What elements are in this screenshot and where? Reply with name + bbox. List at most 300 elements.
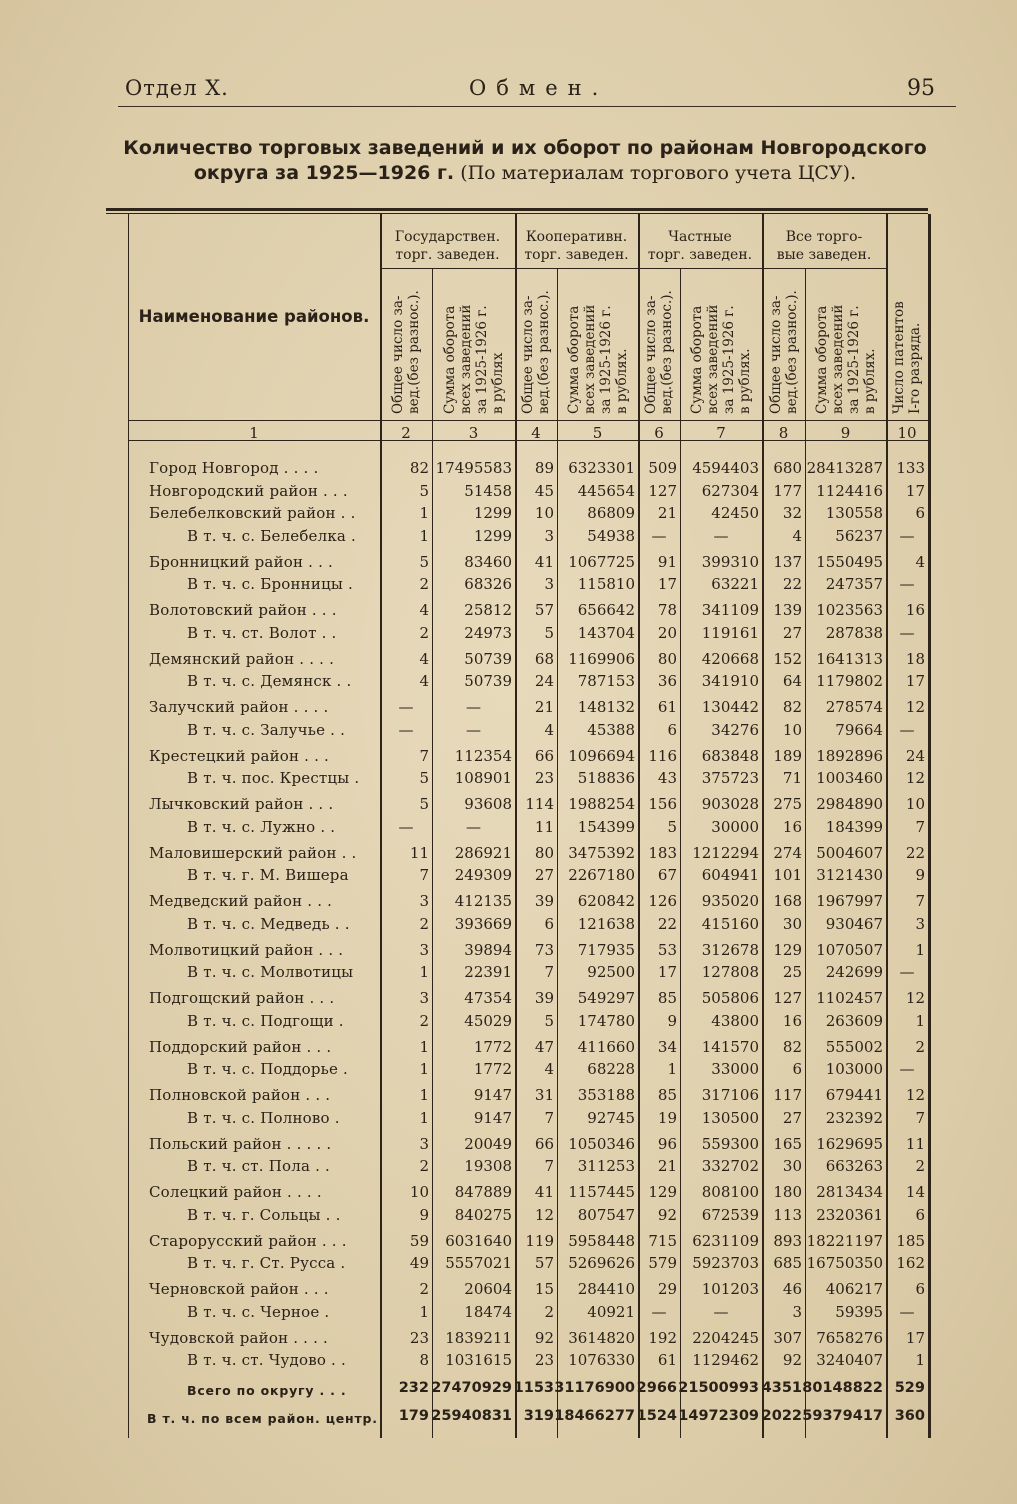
table-cell: 47 xyxy=(534,1037,554,1056)
table-cell: 3121430 xyxy=(816,866,883,884)
title-line-1: Количество торговых заведений и их оборот по районам Новгородского xyxy=(123,137,927,159)
table-cell: 8 xyxy=(419,1351,429,1369)
table-cell: 311253 xyxy=(577,1157,635,1175)
table-cell: 1641313 xyxy=(816,649,883,668)
table-cell: 183 xyxy=(648,843,677,862)
subheader-line: вед.(без разнос.). xyxy=(536,290,552,414)
table-cell: 415160 xyxy=(701,914,759,933)
table-cell: 4 xyxy=(419,601,429,619)
table-cell: 108901 xyxy=(454,769,512,787)
table-cell: 16 xyxy=(905,601,925,619)
table-cell: 930467 xyxy=(825,914,883,933)
table-cell: 5269626 xyxy=(568,1254,635,1272)
table-cell: 509 xyxy=(648,459,677,477)
table-cell: 393669 xyxy=(454,914,512,933)
table-row-name: Медведский район . . . xyxy=(149,892,333,910)
group-underline xyxy=(380,268,515,269)
table-cell: 1 xyxy=(667,1060,677,1078)
table-cell: 2 xyxy=(544,1302,554,1321)
table-cell: 127 xyxy=(648,481,677,500)
column-number: 5 xyxy=(592,424,603,442)
table-cell: 57 xyxy=(534,601,554,619)
table-cell: 683848 xyxy=(701,746,759,765)
table-cell: 59395 xyxy=(835,1302,883,1321)
totals-cell: 2966 xyxy=(636,1380,677,1396)
table-cell: 679441 xyxy=(825,1086,883,1104)
table-cell: 29 xyxy=(657,1280,677,1298)
table-cell: 555002 xyxy=(825,1037,883,1056)
table-cell: 39 xyxy=(534,989,554,1007)
table-cell: 3 xyxy=(544,575,554,593)
table-cell: 3614820 xyxy=(568,1328,635,1347)
table-cell: 274 xyxy=(773,843,802,862)
column-number: 8 xyxy=(778,424,789,442)
table-cell: 28413287 xyxy=(806,459,883,477)
table-cell: 119 xyxy=(525,1231,554,1250)
table-cell: 156 xyxy=(648,795,677,813)
table-top-rule-inner xyxy=(106,213,928,214)
table-cell: 68326 xyxy=(464,575,512,593)
table-cell: 6323301 xyxy=(568,459,635,477)
table-cell: 27 xyxy=(534,866,554,884)
table-cell: 715 xyxy=(648,1231,677,1250)
table-cell: 9 xyxy=(419,1205,429,1224)
column-number: 9 xyxy=(840,424,851,442)
table-cell: 549297 xyxy=(577,989,635,1007)
table-cell: 162 xyxy=(896,1254,925,1272)
column-number: 4 xyxy=(531,424,541,442)
table-cell: 51458 xyxy=(464,481,512,500)
table-row-name: Поддорский район . . . xyxy=(149,1037,332,1056)
table-cell: 5923703 xyxy=(692,1254,759,1272)
table-cell: 840275 xyxy=(454,1205,512,1224)
table-cell: 287838 xyxy=(825,623,883,642)
table-cell: 286921 xyxy=(454,843,512,862)
column-number: 7 xyxy=(716,424,726,442)
table-cell: 21 xyxy=(657,1157,677,1175)
table-cell: 893 xyxy=(773,1231,802,1250)
table-cell: 154399 xyxy=(577,817,635,836)
table-cell: 79664 xyxy=(835,720,883,739)
table-cell: 42450 xyxy=(711,504,759,522)
subheader-line: I-го разряда. xyxy=(907,322,923,414)
name-column-header: Наименование районов. xyxy=(138,307,370,326)
table-cell: 85 xyxy=(657,989,677,1007)
table-row-name: В т. ч. с. Подгощи . xyxy=(187,1011,344,1030)
table-cell: 36 xyxy=(657,672,677,690)
subheader-line: вед.(без разнос.). xyxy=(783,290,800,414)
table-row-name: Новгородский район . . . xyxy=(149,481,348,500)
table-cell: 34276 xyxy=(711,720,759,739)
table-cell: 45388 xyxy=(587,720,635,739)
table-cell: 1 xyxy=(419,526,429,545)
table-cell: 1179802 xyxy=(816,672,883,690)
table-cell: 130500 xyxy=(701,1108,759,1127)
table-cell: 12 xyxy=(905,698,925,716)
table-cell: 22 xyxy=(905,843,925,862)
table-cell: 11 xyxy=(905,1134,925,1153)
column-number: 1 xyxy=(249,424,259,442)
totals-cell: 31176900 xyxy=(554,1380,635,1396)
table-cell: 12 xyxy=(905,1086,925,1104)
table-cell: 6 xyxy=(915,1205,925,1224)
table-left-border xyxy=(128,214,129,1438)
table-cell: 152 xyxy=(773,649,802,668)
table-cell: 25 xyxy=(782,963,802,981)
table-row-name: Бронницкий район . . . xyxy=(149,552,334,571)
totals-row-name: В т. ч. по всем район. центр. xyxy=(147,1411,378,1426)
table-cell: 1031615 xyxy=(445,1351,512,1369)
table-cell: 3 xyxy=(544,526,554,545)
group-header-line1: Частные xyxy=(668,229,732,245)
table-row-name: Подгощский район . . . xyxy=(149,989,335,1007)
totals-cell: 80148822 xyxy=(802,1380,883,1396)
table-cell: — xyxy=(899,575,915,593)
table-cell: 17 xyxy=(657,963,677,981)
table-cell: 717935 xyxy=(577,940,635,959)
table-row-name: Польский район . . . . . xyxy=(149,1134,332,1153)
table-cell: 903028 xyxy=(701,795,759,813)
table-row-name: Залучский район . . . . xyxy=(149,698,329,716)
page-number: 95 xyxy=(907,76,935,101)
table-cell: 22391 xyxy=(464,963,512,981)
table-cell: 284410 xyxy=(577,1280,635,1298)
table-cell: 2 xyxy=(419,575,429,593)
table-cell: 5004607 xyxy=(816,843,883,862)
subheader-line: всех заведений xyxy=(829,304,846,414)
table-cell: 127 xyxy=(773,989,802,1007)
table-cell: 7 xyxy=(915,1108,925,1127)
group-underline xyxy=(762,268,886,269)
table-cell: 103000 xyxy=(825,1060,883,1078)
table-cell: 1124416 xyxy=(816,481,883,500)
table-cell: 41 xyxy=(534,1183,554,1201)
table-cell: 34 xyxy=(657,1037,677,1056)
table-cell: 1212294 xyxy=(692,843,759,862)
group-header-line2: торг. заведен. xyxy=(395,247,500,263)
table-cell: 5 xyxy=(419,481,429,500)
table-cell: 4 xyxy=(544,720,554,739)
subheader-line: в рублях xyxy=(489,352,506,414)
table-cell: 6 xyxy=(544,914,554,933)
table-row-name: Молвотицкий район . . . xyxy=(149,940,344,959)
table-cell: 177 xyxy=(773,481,802,500)
column-number: 3 xyxy=(468,424,479,442)
table-cell: 16 xyxy=(782,817,802,836)
table-cell: 6231109 xyxy=(692,1231,759,1250)
table-cell: 1 xyxy=(915,1351,925,1369)
table-row-name: В т. ч. с. Поддорье . xyxy=(187,1060,349,1078)
table-cell: 83460 xyxy=(464,552,512,571)
totals-cell: 59379417 xyxy=(802,1408,883,1424)
table-cell: 148132 xyxy=(577,698,635,716)
table-cell: 46 xyxy=(782,1280,802,1298)
table-cell: 130442 xyxy=(701,698,759,716)
table-cell: 275 xyxy=(773,795,802,813)
table-cell: 680 xyxy=(773,459,802,477)
section-label: Отдел X. xyxy=(125,76,229,100)
table-cell: 3475392 xyxy=(568,843,635,862)
table-cell: 1967997 xyxy=(816,892,883,910)
table-cell: — xyxy=(398,817,414,836)
table-cell: 412135 xyxy=(454,892,512,910)
table-cell: 27 xyxy=(782,623,802,642)
table-cell: 66 xyxy=(534,1134,554,1153)
table-cell: 92 xyxy=(534,1328,554,1347)
table-cell: 24973 xyxy=(464,623,512,642)
subheader-line: в рублях. xyxy=(737,348,753,414)
totals-row-name: Всего по округу . . . xyxy=(187,1383,347,1398)
table-cell: 1 xyxy=(419,1302,429,1321)
table-cell: 232392 xyxy=(825,1108,883,1127)
table-cell: 17 xyxy=(905,1328,925,1347)
table-cell: 2 xyxy=(419,623,429,642)
table-cell: 1050346 xyxy=(568,1134,635,1153)
table-cell: 7 xyxy=(419,746,429,765)
table-row-name: Волотовский район . . . xyxy=(149,601,337,619)
table-cell: 1839211 xyxy=(445,1328,512,1347)
table-cell: 5 xyxy=(419,552,429,571)
table-cell: 2320361 xyxy=(816,1205,883,1224)
table-cell: 312678 xyxy=(701,940,759,959)
table-cell: — xyxy=(466,698,481,716)
table-cell: 20 xyxy=(657,623,677,642)
table-cell: 116 xyxy=(648,746,677,765)
group-header-line2: вые заведен. xyxy=(776,247,872,263)
table-cell: 20604 xyxy=(464,1280,512,1298)
table-cell: — xyxy=(713,526,729,545)
table-cell: 518836 xyxy=(577,769,635,787)
table-cell: 82 xyxy=(782,698,802,716)
table-cell: 5557021 xyxy=(445,1254,512,1272)
table-cell: 6 xyxy=(915,504,925,522)
table-row-name: Город Новгород . . . . xyxy=(149,459,319,477)
table-cell: 180 xyxy=(773,1183,802,1201)
column-number: 2 xyxy=(401,424,411,442)
totals-cell: 14972309 xyxy=(678,1408,759,1424)
totals-cell: 2022 xyxy=(761,1408,802,1424)
topic-label: Обмен. xyxy=(469,76,609,100)
table-cell: 685 xyxy=(773,1254,802,1272)
table-row-name: Черновской район . . . xyxy=(149,1280,329,1298)
table-row-name: В т. ч. ст. Волот . . xyxy=(187,623,337,642)
table-cell: 1 xyxy=(419,504,429,522)
table-cell: 627304 xyxy=(701,481,759,500)
table-cell: 114 xyxy=(525,795,554,813)
table-cell: 1023563 xyxy=(816,601,883,619)
subheader-line: вед.(без разнос.). xyxy=(659,290,675,414)
table-cell: 317106 xyxy=(701,1086,759,1104)
table-cell: 20049 xyxy=(464,1134,512,1153)
table-cell: 192 xyxy=(648,1328,677,1347)
table-cell: 847889 xyxy=(454,1183,512,1201)
table-cell: 375723 xyxy=(701,769,759,787)
table-cell: 43 xyxy=(657,769,677,787)
table-cell: 50739 xyxy=(464,649,512,668)
table-cell: 2 xyxy=(419,1157,429,1175)
table-row-name: В т. ч. с. Черное . xyxy=(187,1302,330,1321)
table-row-name: Полновской район . . . xyxy=(149,1086,331,1104)
table-cell: 332702 xyxy=(701,1157,759,1175)
subheader-line: Общее число за- xyxy=(643,295,659,414)
table-cell: 6 xyxy=(915,1280,925,1298)
table-cell: 2813434 xyxy=(816,1183,883,1201)
table-cell: 1003460 xyxy=(816,769,883,787)
table-cell: 1067725 xyxy=(568,552,635,571)
totals-cell: 319 xyxy=(523,1408,554,1424)
table-cell: 663263 xyxy=(825,1157,883,1175)
table-cell: 10 xyxy=(534,504,554,522)
table-cell: 56237 xyxy=(835,526,883,545)
subheader-line: Сумма оборота xyxy=(813,305,830,414)
table-cell: 1 xyxy=(419,1086,429,1104)
table-cell: 25812 xyxy=(464,601,512,619)
subheader-line: вед.(без разнос.). xyxy=(406,290,422,414)
subheader-line: в рублях. xyxy=(861,348,878,414)
table-cell: 113 xyxy=(773,1205,802,1224)
table-cell: 23 xyxy=(534,769,554,787)
table-cell: 9 xyxy=(667,1011,677,1030)
table-cell: 82 xyxy=(782,1037,802,1056)
table-cell: 2 xyxy=(915,1037,925,1056)
table-row-name: Демянский район . . . . xyxy=(149,649,335,668)
group-header-line2: торг. заведен. xyxy=(524,247,629,263)
totals-cell: 4351 xyxy=(761,1380,802,1396)
table-cell: 656642 xyxy=(577,601,635,619)
table-cell: 115810 xyxy=(577,575,635,593)
table-cell: 22 xyxy=(782,575,802,593)
table-cell: — xyxy=(713,1302,729,1321)
table-cell: 12 xyxy=(905,769,925,787)
table-cell: 399310 xyxy=(701,552,759,571)
table-right-border xyxy=(928,214,931,1438)
table-cell: 1629695 xyxy=(816,1134,883,1153)
table-cell: — xyxy=(899,526,915,545)
table-cell: 57 xyxy=(534,1254,554,1272)
table-cell: 59 xyxy=(409,1231,429,1250)
table-cell: 3 xyxy=(419,940,429,959)
table-cell: 31 xyxy=(534,1086,554,1104)
table-cell: 61 xyxy=(657,698,677,716)
table-cell: 1129462 xyxy=(692,1351,759,1369)
table-row-name: Лычковский район . . . xyxy=(149,795,334,813)
table-cell: 5 xyxy=(544,623,554,642)
table-cell: 86809 xyxy=(587,504,635,522)
table-cell: 53 xyxy=(657,940,677,959)
table-cell: 2267180 xyxy=(568,866,635,884)
table-cell: 21 xyxy=(657,504,677,522)
table-row-name: В т. ч. с. Бронницы . xyxy=(187,575,353,593)
table-row-name: В т. ч. г. М. Вишера xyxy=(187,866,349,884)
table-row-name: В т. ч. с. Белебелка . xyxy=(187,526,357,545)
table-cell: 672539 xyxy=(701,1205,759,1224)
table-cell: 185 xyxy=(896,1231,925,1250)
subheader-line: всех заведений xyxy=(457,304,474,414)
subheader-line: в рублях. xyxy=(613,348,630,414)
table-row-name: Белебелковский район . . xyxy=(149,504,356,522)
table-cell: 41 xyxy=(534,552,554,571)
totals-cell: 179 xyxy=(398,1408,429,1424)
subheader-line: за 1925-1926 г. xyxy=(721,305,737,414)
group-underline xyxy=(638,268,762,269)
table-cell: 39 xyxy=(534,892,554,910)
table-cell: 11 xyxy=(534,817,554,836)
table-cell: — xyxy=(899,963,915,981)
table-cell: 7658276 xyxy=(816,1328,883,1347)
table-cell: 189 xyxy=(773,746,802,765)
table-cell: 101203 xyxy=(701,1280,759,1298)
table-cell: 2 xyxy=(915,1157,925,1175)
group-header-line1: Все торго- xyxy=(785,229,863,245)
table-cell: 17 xyxy=(657,575,677,593)
totals-cell: 25940831 xyxy=(431,1408,512,1424)
table-cell: 112354 xyxy=(454,746,512,765)
table-cell: 139 xyxy=(773,601,802,619)
subheader-line: за 1925-1926 г. xyxy=(845,305,862,414)
table-row-name: В т. ч. с. Медведь . . xyxy=(187,914,350,933)
table-cell: 10 xyxy=(782,720,802,739)
table-row-name: В т. ч. с. Залучье . . xyxy=(187,720,346,739)
table-cell: 16 xyxy=(782,1011,802,1030)
table-cell: 505806 xyxy=(701,989,759,1007)
table-cell: 68228 xyxy=(587,1060,635,1078)
table-cell: 49 xyxy=(409,1254,429,1272)
table-row-name: Крестецкий район . . . xyxy=(149,746,330,765)
table-cell: 249309 xyxy=(454,866,512,884)
table-cell: 7 xyxy=(419,866,429,884)
table-cell: 1 xyxy=(419,1060,429,1078)
table-cell: 184399 xyxy=(825,817,883,836)
table-cell: 341109 xyxy=(701,601,759,619)
table-cell: 78 xyxy=(657,601,677,619)
table-cell: 307 xyxy=(773,1328,802,1347)
table-cell: 807547 xyxy=(577,1205,635,1224)
table-cell: 93608 xyxy=(464,795,512,813)
table-cell: 19308 xyxy=(464,1157,512,1175)
table-row-name: Старорусский район . . . xyxy=(149,1231,347,1250)
table-cell: 4 xyxy=(792,526,802,545)
table-row-name: В т. ч. с. Молвотицы xyxy=(187,963,354,981)
table-cell: — xyxy=(899,623,915,642)
table-cell: 17495583 xyxy=(435,459,512,477)
table-cell: 341910 xyxy=(701,672,759,690)
table-cell: — xyxy=(398,698,414,716)
table-cell: 80 xyxy=(657,649,677,668)
table-cell: 30000 xyxy=(711,817,759,836)
table-cell: 1550495 xyxy=(816,552,883,571)
table-cell: 2 xyxy=(419,1280,429,1298)
table-cell: 7 xyxy=(544,1157,554,1175)
table-cell: 4 xyxy=(915,552,925,571)
table-cell: 16750350 xyxy=(806,1254,883,1272)
table-cell: — xyxy=(651,526,667,545)
totals-cell: 21500993 xyxy=(678,1380,759,1396)
table-cell: 21 xyxy=(534,698,554,716)
table-cell: — xyxy=(398,720,414,739)
totals-cell: 232 xyxy=(398,1380,429,1396)
table-cell: 1299 xyxy=(473,504,512,522)
table-cell: 24 xyxy=(905,746,925,765)
table-cell: 3 xyxy=(915,914,925,933)
table-cell: 30 xyxy=(782,914,802,933)
subheader-line: за 1925-1926 г. xyxy=(473,305,490,414)
table-cell: 5 xyxy=(667,817,677,836)
table-cell: — xyxy=(899,1302,915,1321)
table-cell: 3 xyxy=(419,892,429,910)
subheader-line: Сумма оборота xyxy=(565,305,582,414)
table-row-name: В т. ч. с. Демянск . . xyxy=(187,672,352,690)
table-cell: 19 xyxy=(657,1108,677,1127)
